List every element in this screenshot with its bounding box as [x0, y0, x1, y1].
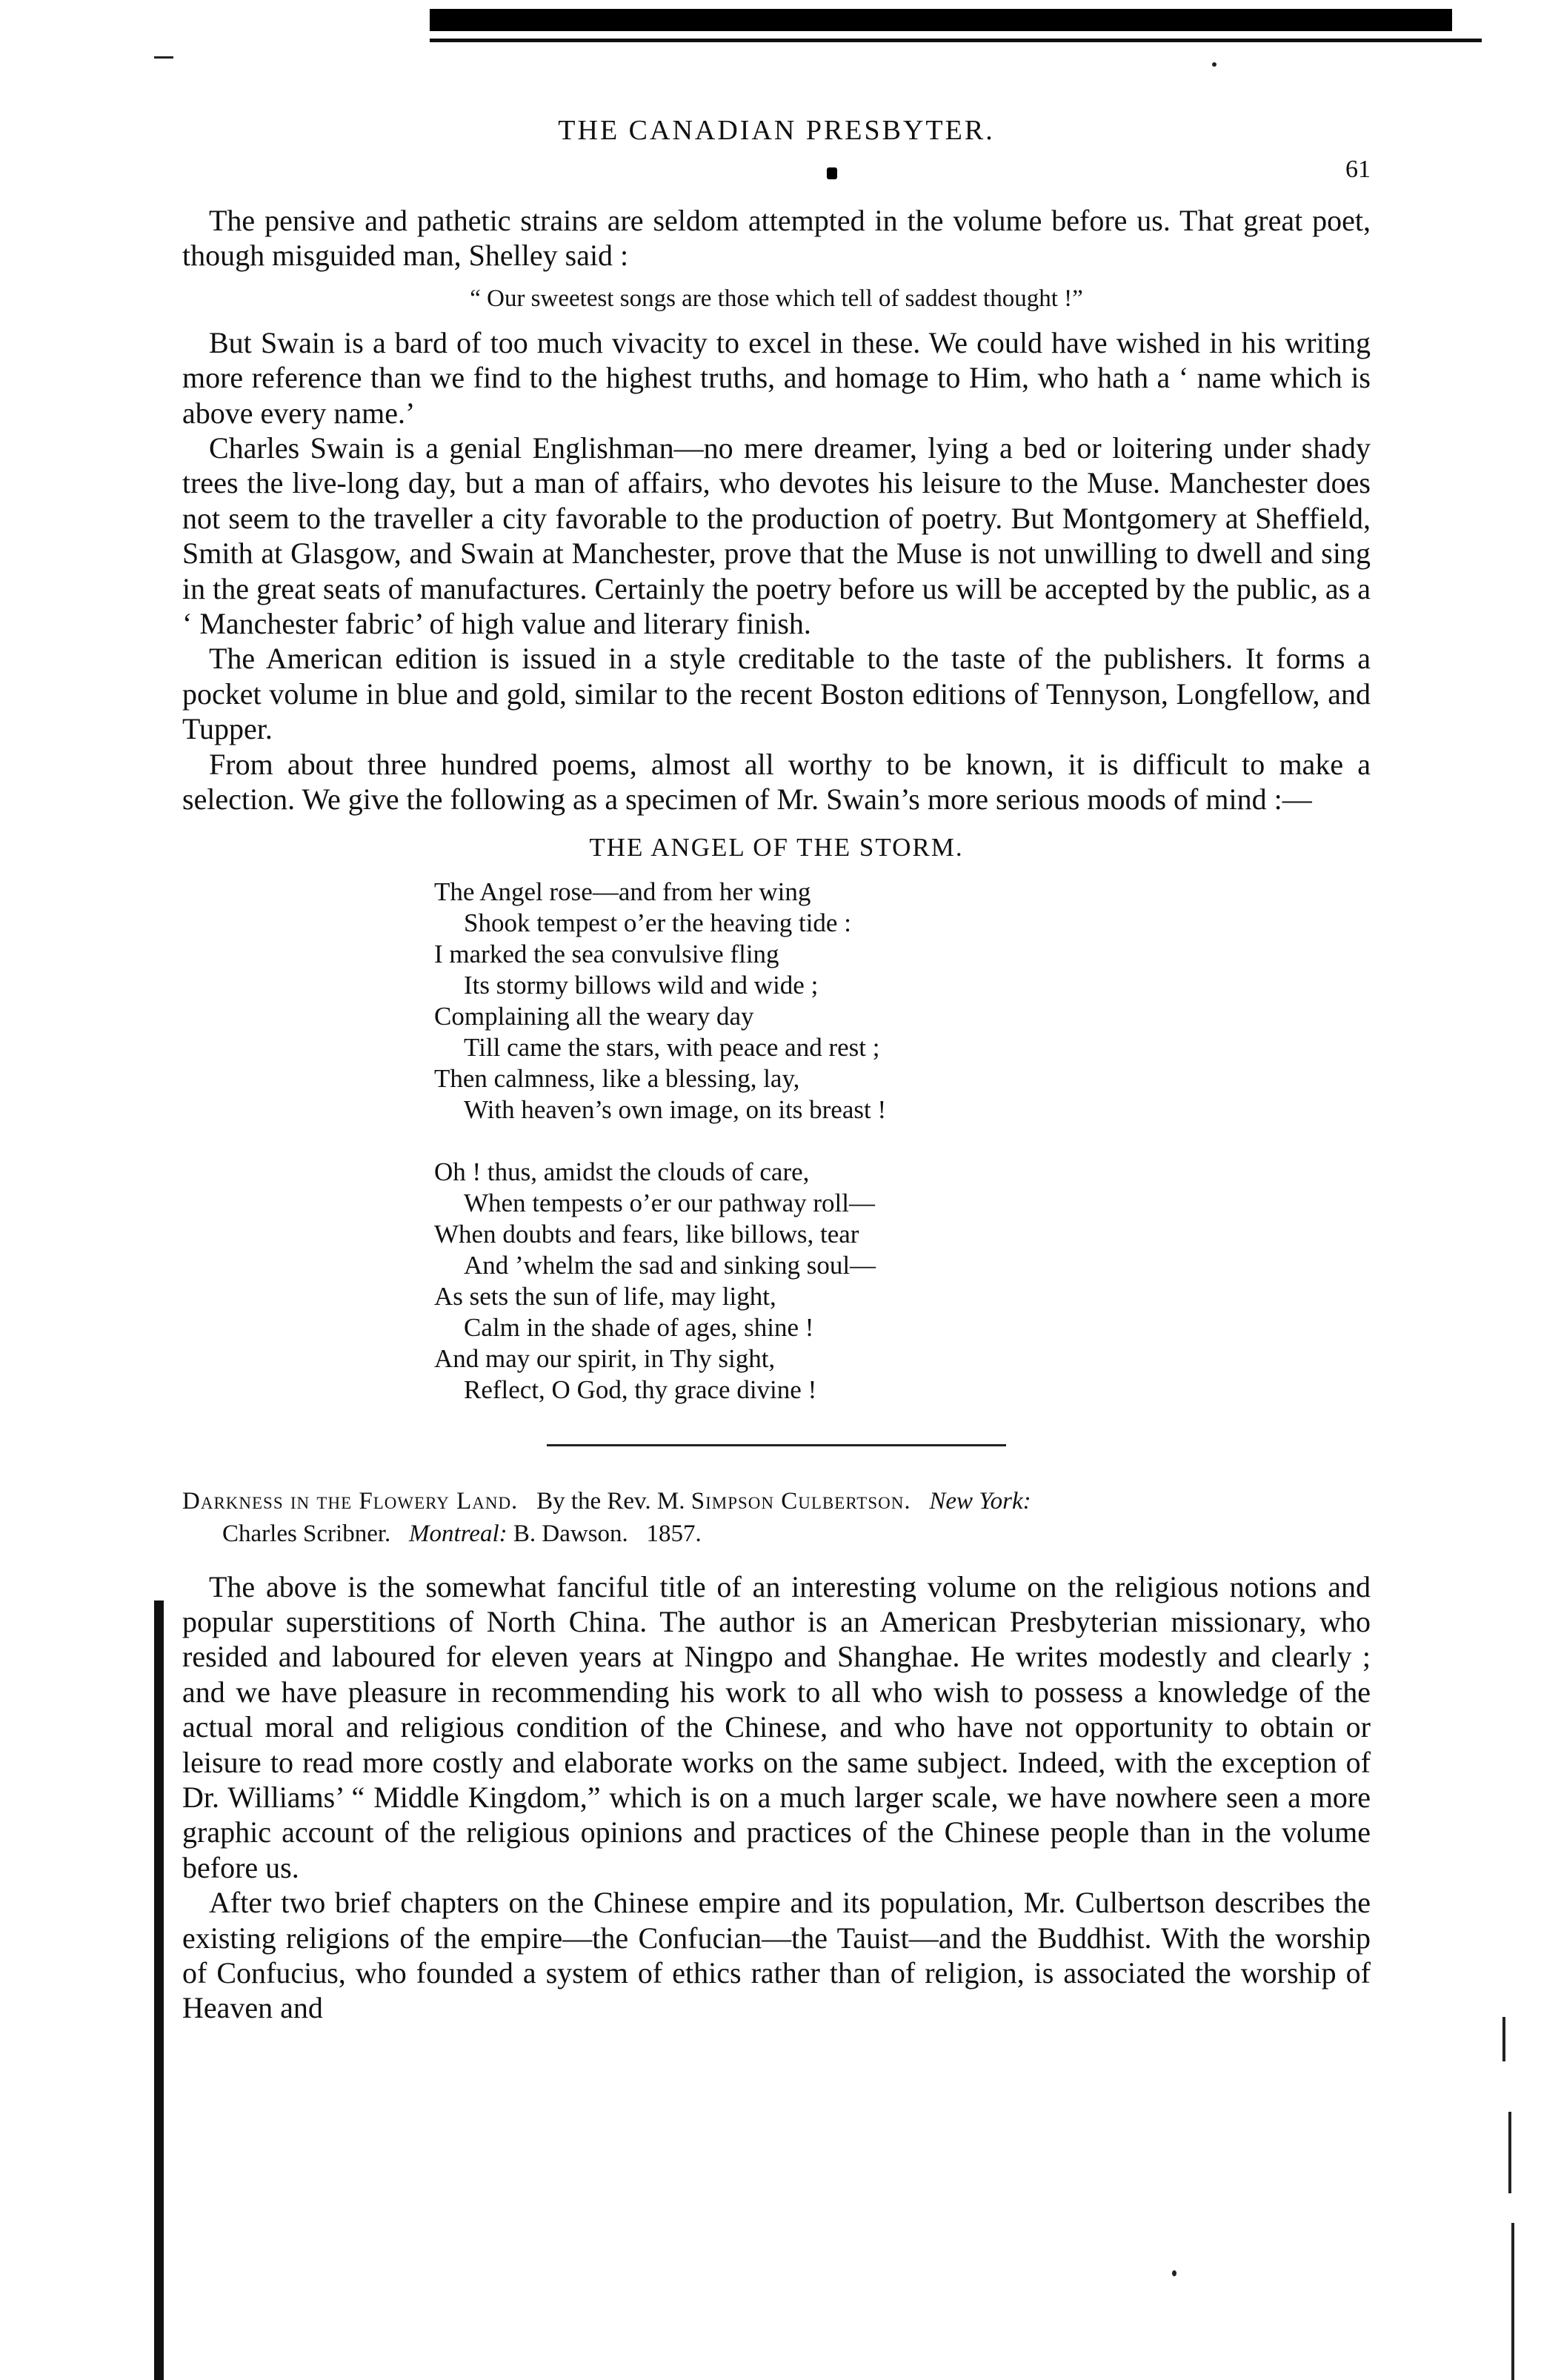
poem-line: I marked the sea convulsive fling [434, 939, 779, 968]
imprint-year: 1857. [646, 1520, 702, 1547]
top-scan-rule [430, 9, 1452, 31]
poem-line: And ’whelm the sad and sinking soul— [464, 1250, 876, 1280]
body-paragraph: But Swain is a bard of too much vivacity to excel in these. We could have wished in his writing more reference than we find to the highest truths, and homage to Him, who hath a ‘ name which is above every name.’ [182, 325, 1371, 430]
poem-line: As sets the sun of life, may light, [434, 1281, 776, 1311]
poem-line: Shook tempest o’er the heaving tide : [464, 908, 851, 937]
edge-mark [1508, 2112, 1511, 2193]
review-paragraph: The above is the somewhat fanciful title of an interesting volume on the religious notions and popular superstitions of North China. The author is an American Presbyterian missionary, who resided and laboured for eleven years at Ningpo and Shanghae. He writes modestly and clearly ; and we have pleasure in recommending his work to all who wish to possess a knowledge of the actual moral and religious condition of the Chinese, and who have not opportunity to obtain or leisure to read more costly and elaborate works on the same subject. Indeed, with the exception of Dr. Williams’ “ Middle Kingdom,” which is on a much larger scale, we have nowhere seen a more graphic account of the religious opinions and practices of the Chinese people than in the volume before us. [182, 1569, 1371, 1884]
ornament-mark [827, 167, 837, 179]
imprint-city-2: Montreal: [409, 1520, 507, 1547]
quote-intro-paragraph: The pensive and pathetic strains are seldom attempted in the volume before us. That great poet, though misguided man, Shelley said : [182, 204, 1371, 273]
body-paragraph: The American edition is issued in a style creditable to the taste of the publishers. It forms a pocket volume in blue and gold, similar to the recent Boston editions of Tennyson, Longfellow, and Tupper. [182, 642, 1371, 746]
section-divider [547, 1444, 1006, 1446]
edge-mark [1502, 2017, 1505, 2061]
poem-line: Then calmness, like a blessing, lay, [434, 1063, 800, 1093]
page-number: 61 [1345, 156, 1371, 183]
page [182, 111, 1371, 2026]
poem-line: With heaven’s own image, on its breast ! [464, 1094, 887, 1124]
poem-line: Calm in the shade of ages, shine ! [464, 1312, 814, 1342]
poem-line: Complaining all the weary day [434, 1001, 754, 1031]
poem-line: Oh ! thus, amidst the clouds of care, [434, 1157, 810, 1186]
poem-line: Its stormy billows wild and wide ; [464, 970, 819, 1000]
edge-mark [1511, 2223, 1514, 2380]
ink-speck [1172, 2270, 1176, 2276]
binding-edge [154, 1600, 164, 2380]
body-paragraph: From about three hundred poems, almost all worthy to be known, it is difficult to make a selection. We give the following as a specimen of Mr. Swain’s more serious moods of mind :— [182, 747, 1371, 817]
by-line: By the Rev. M. [536, 1487, 685, 1515]
poem-line: Till came the stars, with peace and rest ; [464, 1032, 880, 1062]
poem-line: And may our spirit, in Thy sight, [434, 1343, 776, 1373]
top-scan-rule-thin [430, 39, 1482, 42]
publisher-2: B. Dawson. [513, 1520, 628, 1547]
poem-line: The Angel rose—and from her wing [434, 877, 811, 906]
ink-speck [1212, 62, 1217, 67]
imprint-city-1: New York: [929, 1487, 1031, 1515]
publisher-1: Charles Scribner. [222, 1520, 391, 1547]
shelley-quote: “ Our sweetest songs are those which tell of saddest thought !” [470, 285, 1083, 312]
review-body [182, 1569, 1371, 2026]
book-author: Simpson Culbertson. [690, 1487, 911, 1515]
running-title: THE CANADIAN PRESBYTER. [558, 115, 995, 146]
poem [434, 877, 1371, 1406]
body-paragraph: Charles Swain is a genial Englishman—no mere dreamer, lying a bed or loitering under shady trees the live-long day, but a man of affairs, who devotes his leisure to the Muse. Manchester does not seem to the traveller a city favorable to the production of poetry. But Montgomery at Sheffield, Smith at Glasgow, and Swain at Manchester, prove that the Muse is not unwilling to dwell and sing in the great seats of manufactures. Certainly the poetry before us will be accepted by the public, as a ‘ Manchester fabric’ of high value and literary finish. [182, 431, 1371, 641]
poem-line: When tempests o’er our pathway roll— [464, 1188, 875, 1217]
review-paragraph: After two brief chapters on the Chinese empire and its population, Mr. Culbertson describes the existing religions of the empire—the Confucian—the Tauist—and the Buddhist. With the worship of Confucius, who founded a system of ethics rather than of religion, is associated the worship of Heaven and [182, 1886, 1371, 2025]
book-title: Darkness in the Flowery Land. [182, 1487, 519, 1515]
review-heading [182, 1485, 1371, 1550]
poem-line: Reflect, O God, thy grace divine ! [464, 1375, 817, 1404]
poem-line: When doubts and fears, like billows, tear [434, 1219, 859, 1249]
corner-mark [154, 56, 173, 59]
poem-title: THE ANGEL OF THE STORM. [589, 832, 964, 862]
